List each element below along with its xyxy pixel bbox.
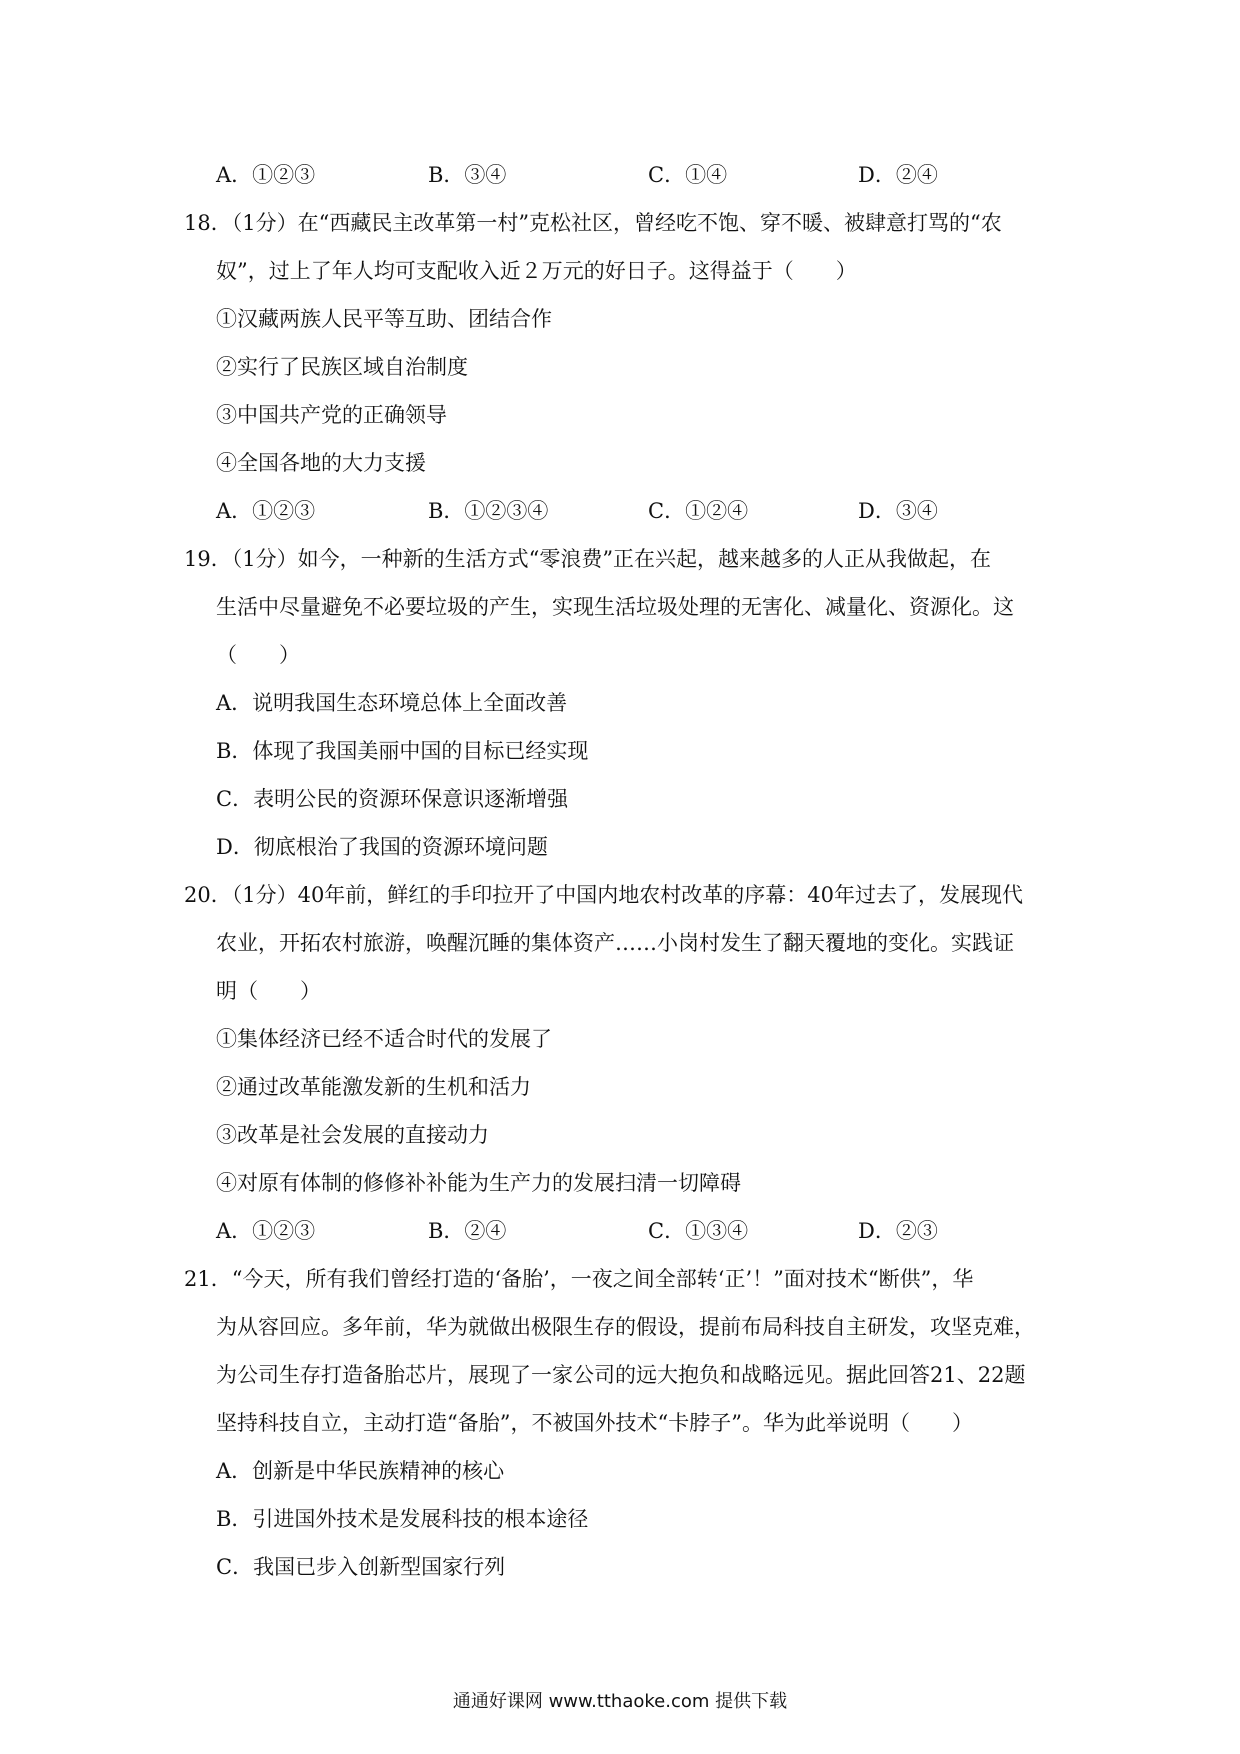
q19-option-d: D．彻底根治了我国的资源环境问题: [216, 835, 548, 859]
q21-line-3: 为公司生存打造备胎芯片，展现了一家公司的远大抱负和战略远见。据此回答21、22题: [216, 1363, 1026, 1387]
choice-c: C．①②④: [648, 499, 749, 523]
q19-option-a: A．说明我国生态环境总体上全面改善: [216, 691, 568, 715]
q20-line-1: 20．（1分）40年前，鲜红的手印拉开了中国内地农村改革的序幕：40年过去了，发展现代: [184, 883, 1024, 907]
q21-option-a: A．创新是中华民族精神的核心: [216, 1459, 505, 1483]
q19-option-b: B．体现了我国美丽中国的目标已经实现: [216, 739, 589, 763]
q19-line-3: （ ）: [216, 643, 300, 667]
choice-a: A．①②③: [216, 1219, 316, 1243]
page-footer: 通通好课网 www.tthaoke.com 提供下载: [452, 1691, 788, 1712]
choice-d: D．②④: [858, 163, 938, 187]
choice-b: B．①②③④: [428, 499, 549, 523]
choice-c: C．①④: [648, 163, 728, 187]
q20-statement-3: ③改革是社会发展的直接动力: [216, 1123, 489, 1147]
q20-choices: [0, 1218, 1240, 1244]
q20-statement-2: ②通过改革能激发新的生机和活力: [216, 1075, 531, 1099]
choice-a: A．①②③: [216, 163, 316, 187]
choice-c: C．①③④: [648, 1219, 749, 1243]
q20-line-3: 明（ ）: [216, 979, 321, 1003]
q21-line-1: 21．“今天，所有我们曾经打造的‘备胎’，一夜之间全部转‘正’！”面对技术“断供”，华: [184, 1267, 974, 1291]
q19-line-1: 19．（1分）如今，一种新的生活方式“零浪费”正在兴起，越来越多的人正从我做起，在: [184, 547, 992, 571]
q18-statement-2: ②实行了民族区域自治制度: [216, 355, 468, 379]
q21-option-c: C．我国已步入创新型国家行列: [216, 1555, 506, 1579]
q18-choices: [0, 498, 1240, 524]
choice-b: B．②④: [428, 1219, 507, 1243]
q18-line-1: 18．（1分）在“西藏民主改革第一村”克松社区，曾经吃不饱、穿不暖、被肆意打骂的“农: [184, 211, 1002, 235]
q21-line-2: 为从容回应。多年前，华为就做出极限生存的假设，提前布局科技自主研发，攻坚克难，: [216, 1315, 1035, 1339]
q21-option-b: B．引进国外技术是发展科技的根本途径: [216, 1507, 589, 1531]
q18-statement-1: ①汉藏两族人民平等互助、团结合作: [216, 307, 552, 331]
q19-line-2: 生活中尽量避免不必要垃圾的产生，实现生活垃圾处理的无害化、减量化、资源化。这: [216, 595, 1014, 619]
q20-line-2: 农业，开拓农村旅游，唤醒沉睡的集体资产……小岗村发生了翻天覆地的变化。实践证: [216, 931, 1014, 955]
q18-statement-4: ④全国各地的大力支援: [216, 451, 426, 475]
q19-option-c: C．表明公民的资源环保意识逐渐增强: [216, 787, 569, 811]
choice-a: A．①②③: [216, 499, 316, 523]
q20-statement-4: ④对原有体制的修修补补能为生产力的发展扫清一切障碍: [216, 1171, 741, 1195]
q18-line-2: 奴”，过上了年人均可支配收入近２万元的好日子。这得益于（ ）: [216, 259, 857, 283]
q21-line-4: 坚持科技自立，主动打造“备胎”，不被国外技术“卡脖子”。华为此举说明（ ）: [216, 1411, 973, 1435]
choice-d: D．③④: [858, 499, 938, 523]
q18-statement-3: ③中国共产党的正确领导: [216, 403, 447, 427]
choice-b: B．③④: [428, 163, 507, 187]
choice-d: D．②③: [858, 1219, 938, 1243]
q20-statement-1: ①集体经济已经不适合时代的发展了: [216, 1027, 552, 1051]
q17-choices: [0, 162, 1240, 188]
